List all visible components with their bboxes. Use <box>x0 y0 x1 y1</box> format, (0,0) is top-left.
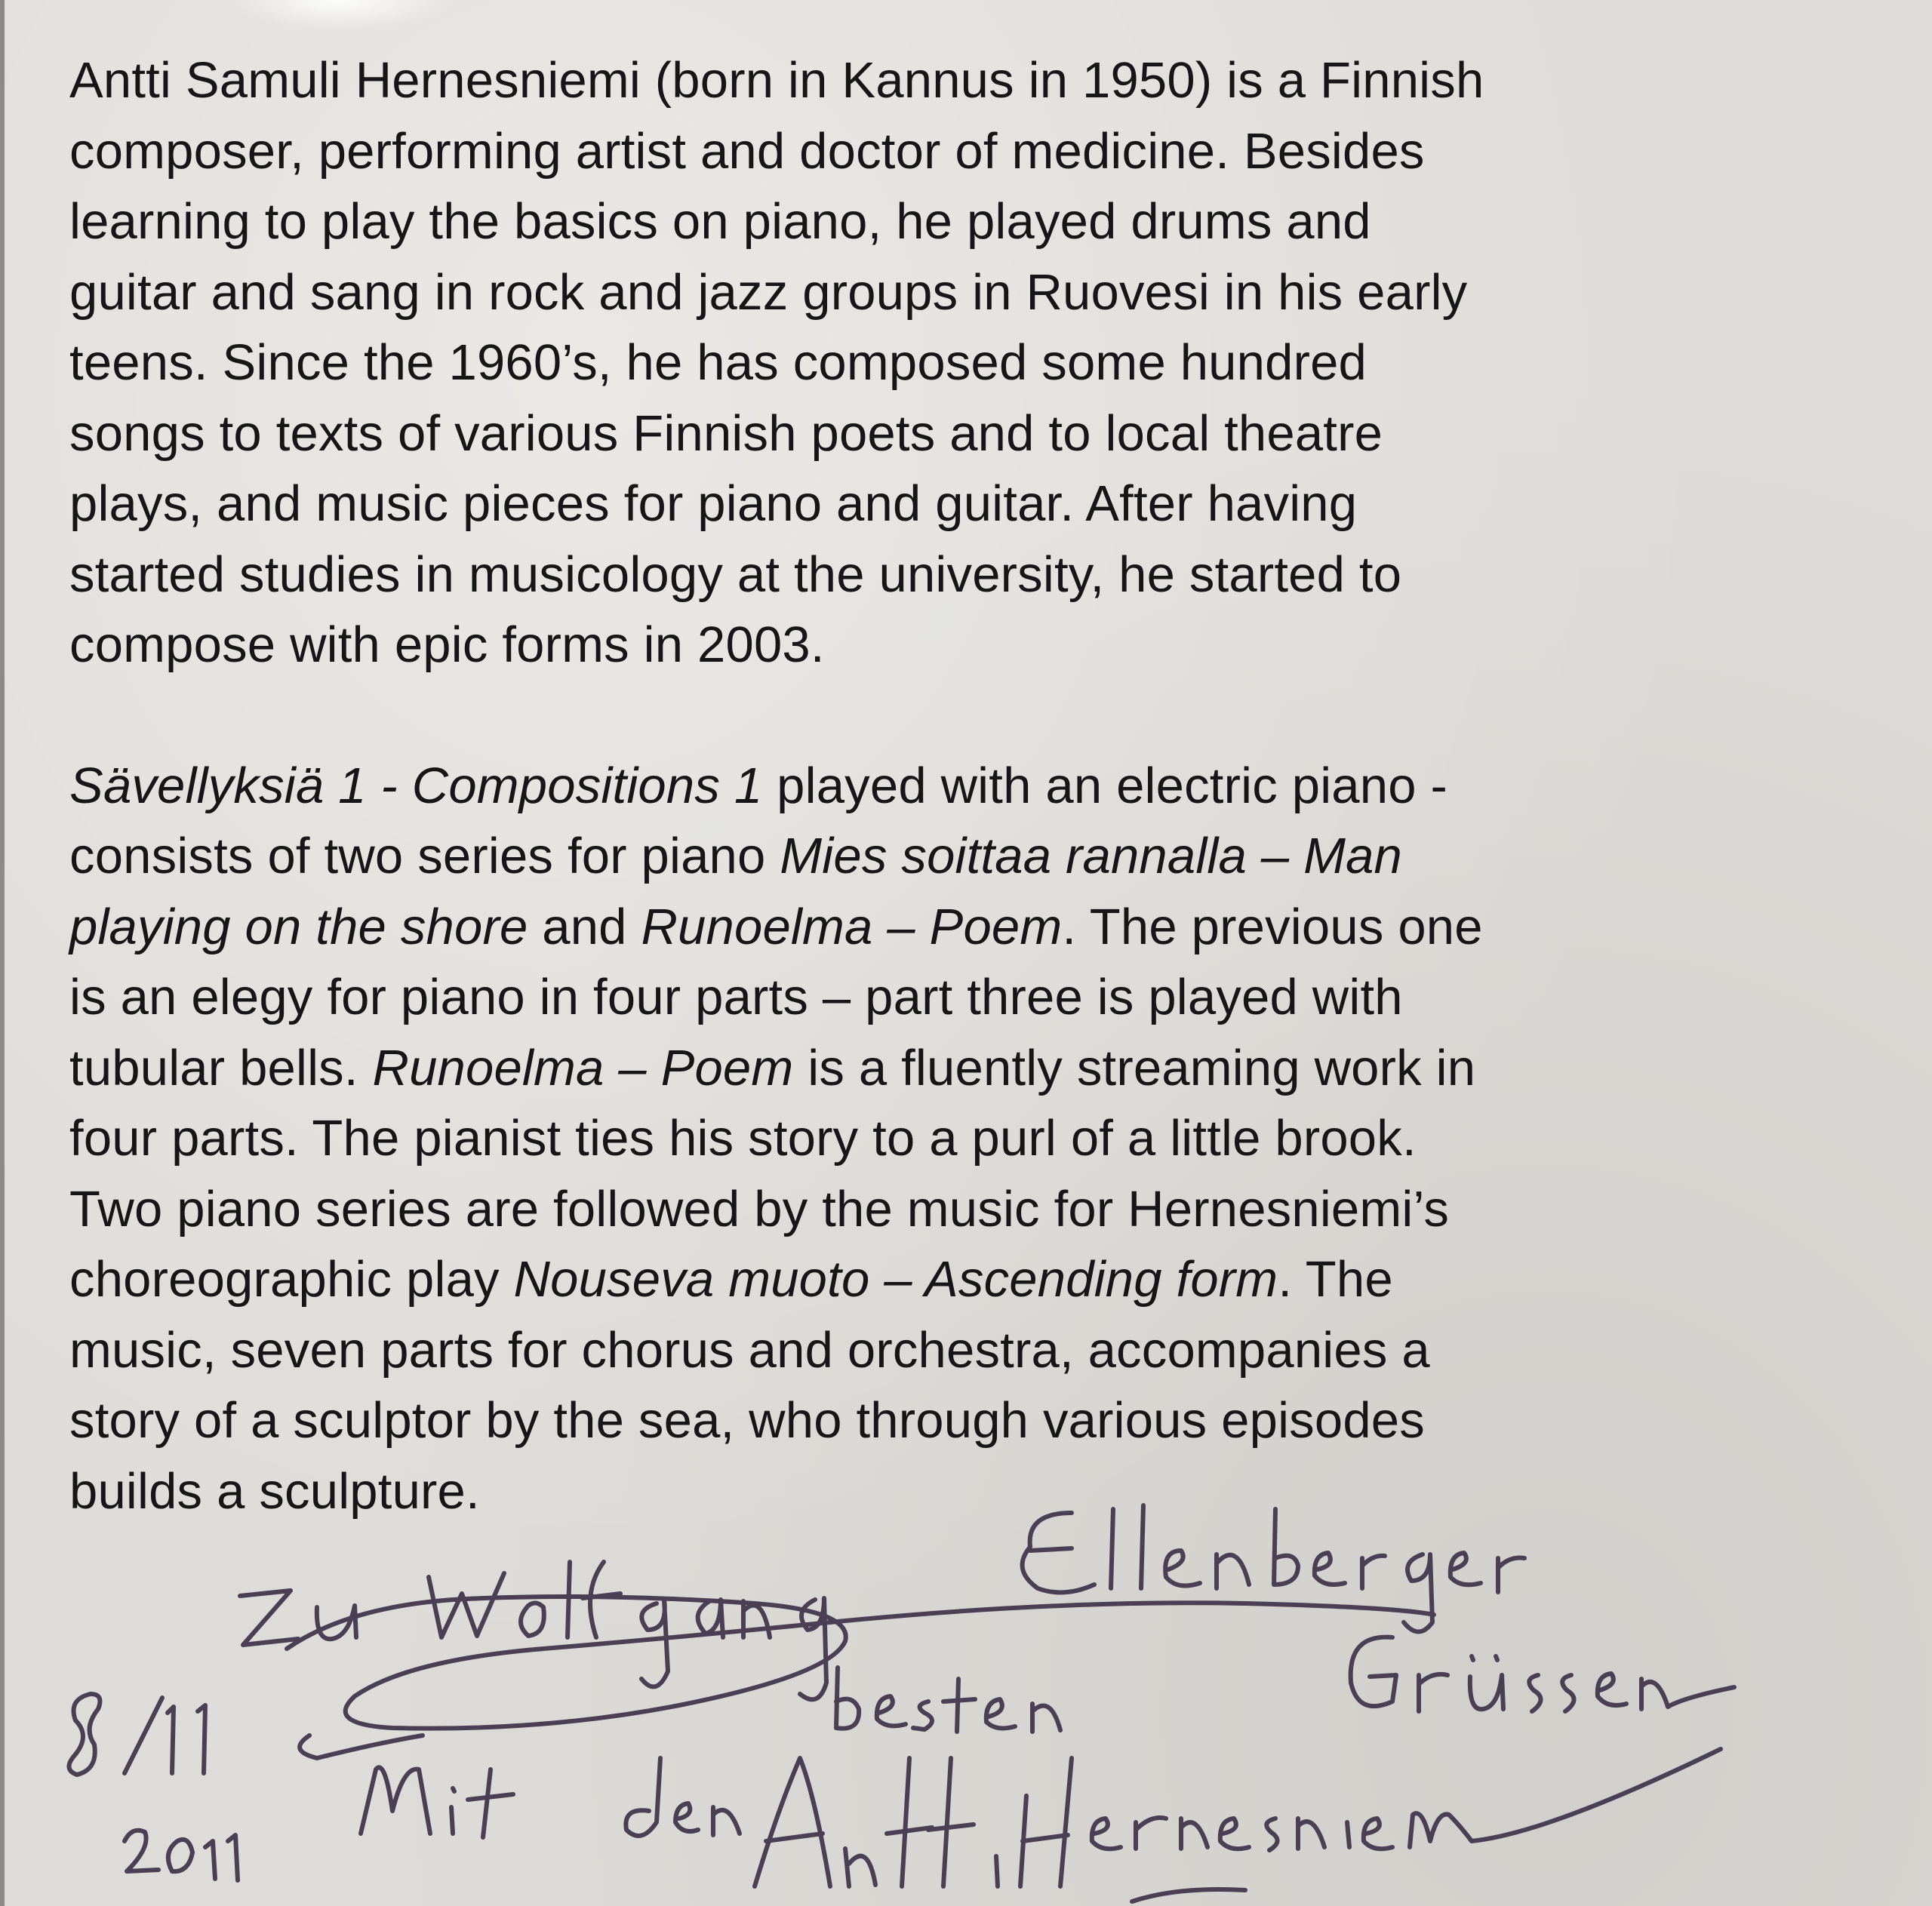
text-fragment: tubular bells. <box>69 1039 373 1096</box>
text-line <box>69 1244 1911 1315</box>
text-line: teens. Since the 1960’s, he has composed some hundred <box>69 334 1367 391</box>
text-fragment: . The previous one <box>1062 898 1483 955</box>
scan-glare <box>226 0 453 30</box>
dedication-line-1 <box>240 1505 1524 1699</box>
dedication-line-2 <box>361 1637 1734 1837</box>
text-line: plays, and music pieces for piano and guitar. After having <box>69 475 1358 532</box>
text-line <box>69 1033 1911 1104</box>
text-line: builds a sculpture. <box>69 1462 480 1520</box>
signature <box>287 1597 1721 1901</box>
text-line <box>69 892 1911 963</box>
page-edge-shadow <box>0 0 5 1906</box>
handwritten-date <box>69 1694 238 1880</box>
text-fragment: choreographic play <box>69 1251 514 1308</box>
text-fragment: . The <box>1278 1251 1393 1308</box>
paragraph-compositions <box>69 751 1911 1527</box>
text-body <box>69 45 1911 1526</box>
text-line: is an elegy for piano in four parts – part three is played with <box>69 969 1403 1025</box>
work-title: playing on the shore <box>69 898 528 955</box>
text-line: learning to play the basics on piano, he played drums and <box>69 193 1371 250</box>
work-title: Mies soittaa rannalla – Man <box>780 828 1403 884</box>
album-title: Sävellyksiä 1 - Compositions 1 <box>69 757 763 814</box>
work-title: Runoelma – Poem <box>641 898 1063 955</box>
text-line: compose with epic forms in 2003. <box>69 616 825 673</box>
text-line: composer, performing artist and doctor of medicine. Besides <box>69 122 1425 180</box>
text-line: started studies in musicology at the university, he started to <box>69 546 1402 603</box>
text-line: Two piano series are followed by the music for Hernesniemi’s <box>69 1180 1450 1237</box>
paragraph-biography <box>69 45 1911 681</box>
text-line: music, seven parts for chorus and orchestra, accompanies a <box>69 1321 1430 1379</box>
text-fragment: and <box>528 898 641 955</box>
work-title: Runoelma – Poem <box>372 1039 794 1096</box>
text-line: story of a sculptor by the sea, who through various episodes <box>69 1392 1425 1449</box>
text-fragment: played with an electric piano - <box>762 757 1447 814</box>
text-line: Antti Samuli Hernesniemi (born in Kannus in 1950) is a Finnish <box>69 52 1484 109</box>
work-title: Nouseva muoto – Ascending form <box>513 1251 1278 1308</box>
text-line <box>69 751 1911 822</box>
text-line: songs to texts of various Finnish poets and to local theatre <box>69 404 1383 462</box>
text-line: four parts. The pianist ties his story to a purl of a little brook. <box>69 1110 1417 1167</box>
text-fragment: consists of two series for piano <box>69 828 780 884</box>
text-line: guitar and sang in rock and jazz groups in Ruovesi in his early <box>69 263 1468 321</box>
text-fragment: is a fluently streaming work in <box>793 1039 1476 1096</box>
text-line <box>69 821 1911 892</box>
